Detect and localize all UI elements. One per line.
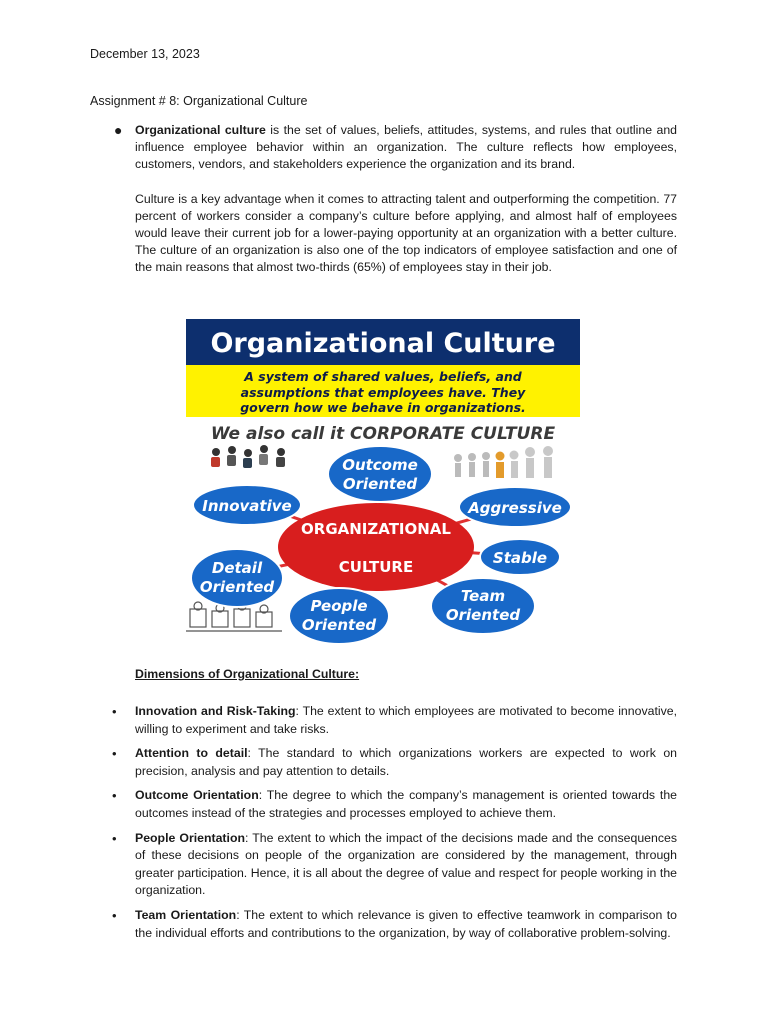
bullet-icon: • [112,830,117,846]
list-item [112,703,677,738]
bubble-stable [480,539,560,575]
list-item [112,787,678,822]
bullet-icon: • [112,746,117,762]
bubble-aggressive [459,487,571,527]
dimension-term: Attention to detail [135,746,248,761]
bubble-detail-oriented [191,549,283,607]
figure-subtitle: We also call it CORPORATE CULTURE [210,424,556,444]
detail-line-2: Oriented [199,578,275,596]
dimension-text: : The extent to which employees are motivated to become innovative, willing to experiment and take risks. [135,704,677,736]
list-item [112,830,677,900]
list-item [112,907,678,942]
intro-paragraph-1 [135,122,677,174]
intro-term: Organizational culture [135,123,266,137]
document-date: December 13, 2023 [90,47,200,61]
dimension-text: : The standard to which organizations workers are expected to work on precision, analysis and pay attention to details. [135,746,677,778]
team-line-1: Team [460,587,506,605]
bubble-people-oriented [289,588,389,644]
people-line-1: People [310,597,368,615]
bubble-outcome-oriented [328,446,432,502]
banner-line-3: govern how we behave in organizations. [240,400,526,415]
bullet-icon: ● [114,122,123,138]
center-ellipse [278,503,474,591]
bullet-icon: • [112,907,117,923]
stable-label: Stable [492,549,548,567]
dimension-text: : The extent to which relevance is given to effective teamwork in comparison to the individual efforts and contributions to the organization, by way of collaborative problem-solving. [135,907,678,940]
dimension-term: Team Orientation [135,907,237,922]
bubble-team-oriented [431,578,535,634]
team-line-2: Oriented [445,606,521,624]
center-line-2: CULTURE [338,558,414,576]
intro-paragraph-2: Culture is a key advantage when it comes to attracting talent and outperforming the competition. 77 percent of workers consider a company’s culture before applying, and almost half of employees would leave their current job for a lower-paying opportunity at an organization with a better culture. The culture of an organization is also one of the top indicators of employee satisfaction and one of the main reasons that almost two-thirds (65%) of employees stay in their job. [135,191,677,275]
dimension-term: Outcome Orientation [135,788,259,803]
intro-definition: is the set of values, beliefs, attitudes, systems, and rules that outline and influence employee behavior within an organization. The culture reflects how employees, customers, vendors, and stakeholders experience the organization and its brand. [135,123,677,172]
dimension-text: : The extent to which the impact of the decisions made and the consequences of these decisions on people of the organization are considered by the management, through greater participation. Hence, it is all about the degree of value and respect for people working in the organization. [135,830,677,898]
aggressive-label: Aggressive [468,499,562,517]
outcome-line-1: Outcome [342,456,418,474]
dimensions-list [112,703,678,949]
people-line-2: Oriented [301,616,377,634]
organizational-culture-figure [186,319,580,651]
intro-section [114,122,677,277]
detail-line-1: Detail [211,559,263,577]
list-item [112,745,677,780]
bullet-icon: • [112,788,117,804]
bubble-innovative [193,485,301,525]
outcome-line-2: Oriented [342,475,418,493]
bullet-icon: • [112,704,117,719]
dimension-text: : The degree to which the company’s management is oriented towards the outcomes instead of the strategies and processes employed to achieve them. [135,788,678,820]
figure-title: Organizational Culture [210,328,556,359]
dimensions-title: Dimensions of Organizational Culture: [135,667,360,681]
banner-line-2: assumptions that employees have. They [240,385,526,400]
dimension-term: People Orientation [135,830,245,845]
innovative-label: Innovative [202,497,292,515]
assignment-title: Assignment # 8: Organizational Culture [90,94,308,108]
banner-line-1: A system of shared values, beliefs, and [244,369,522,384]
dimension-term: Innovation and Risk-Taking [135,704,296,718]
center-line-1: ORGANIZATIONAL [301,520,451,538]
